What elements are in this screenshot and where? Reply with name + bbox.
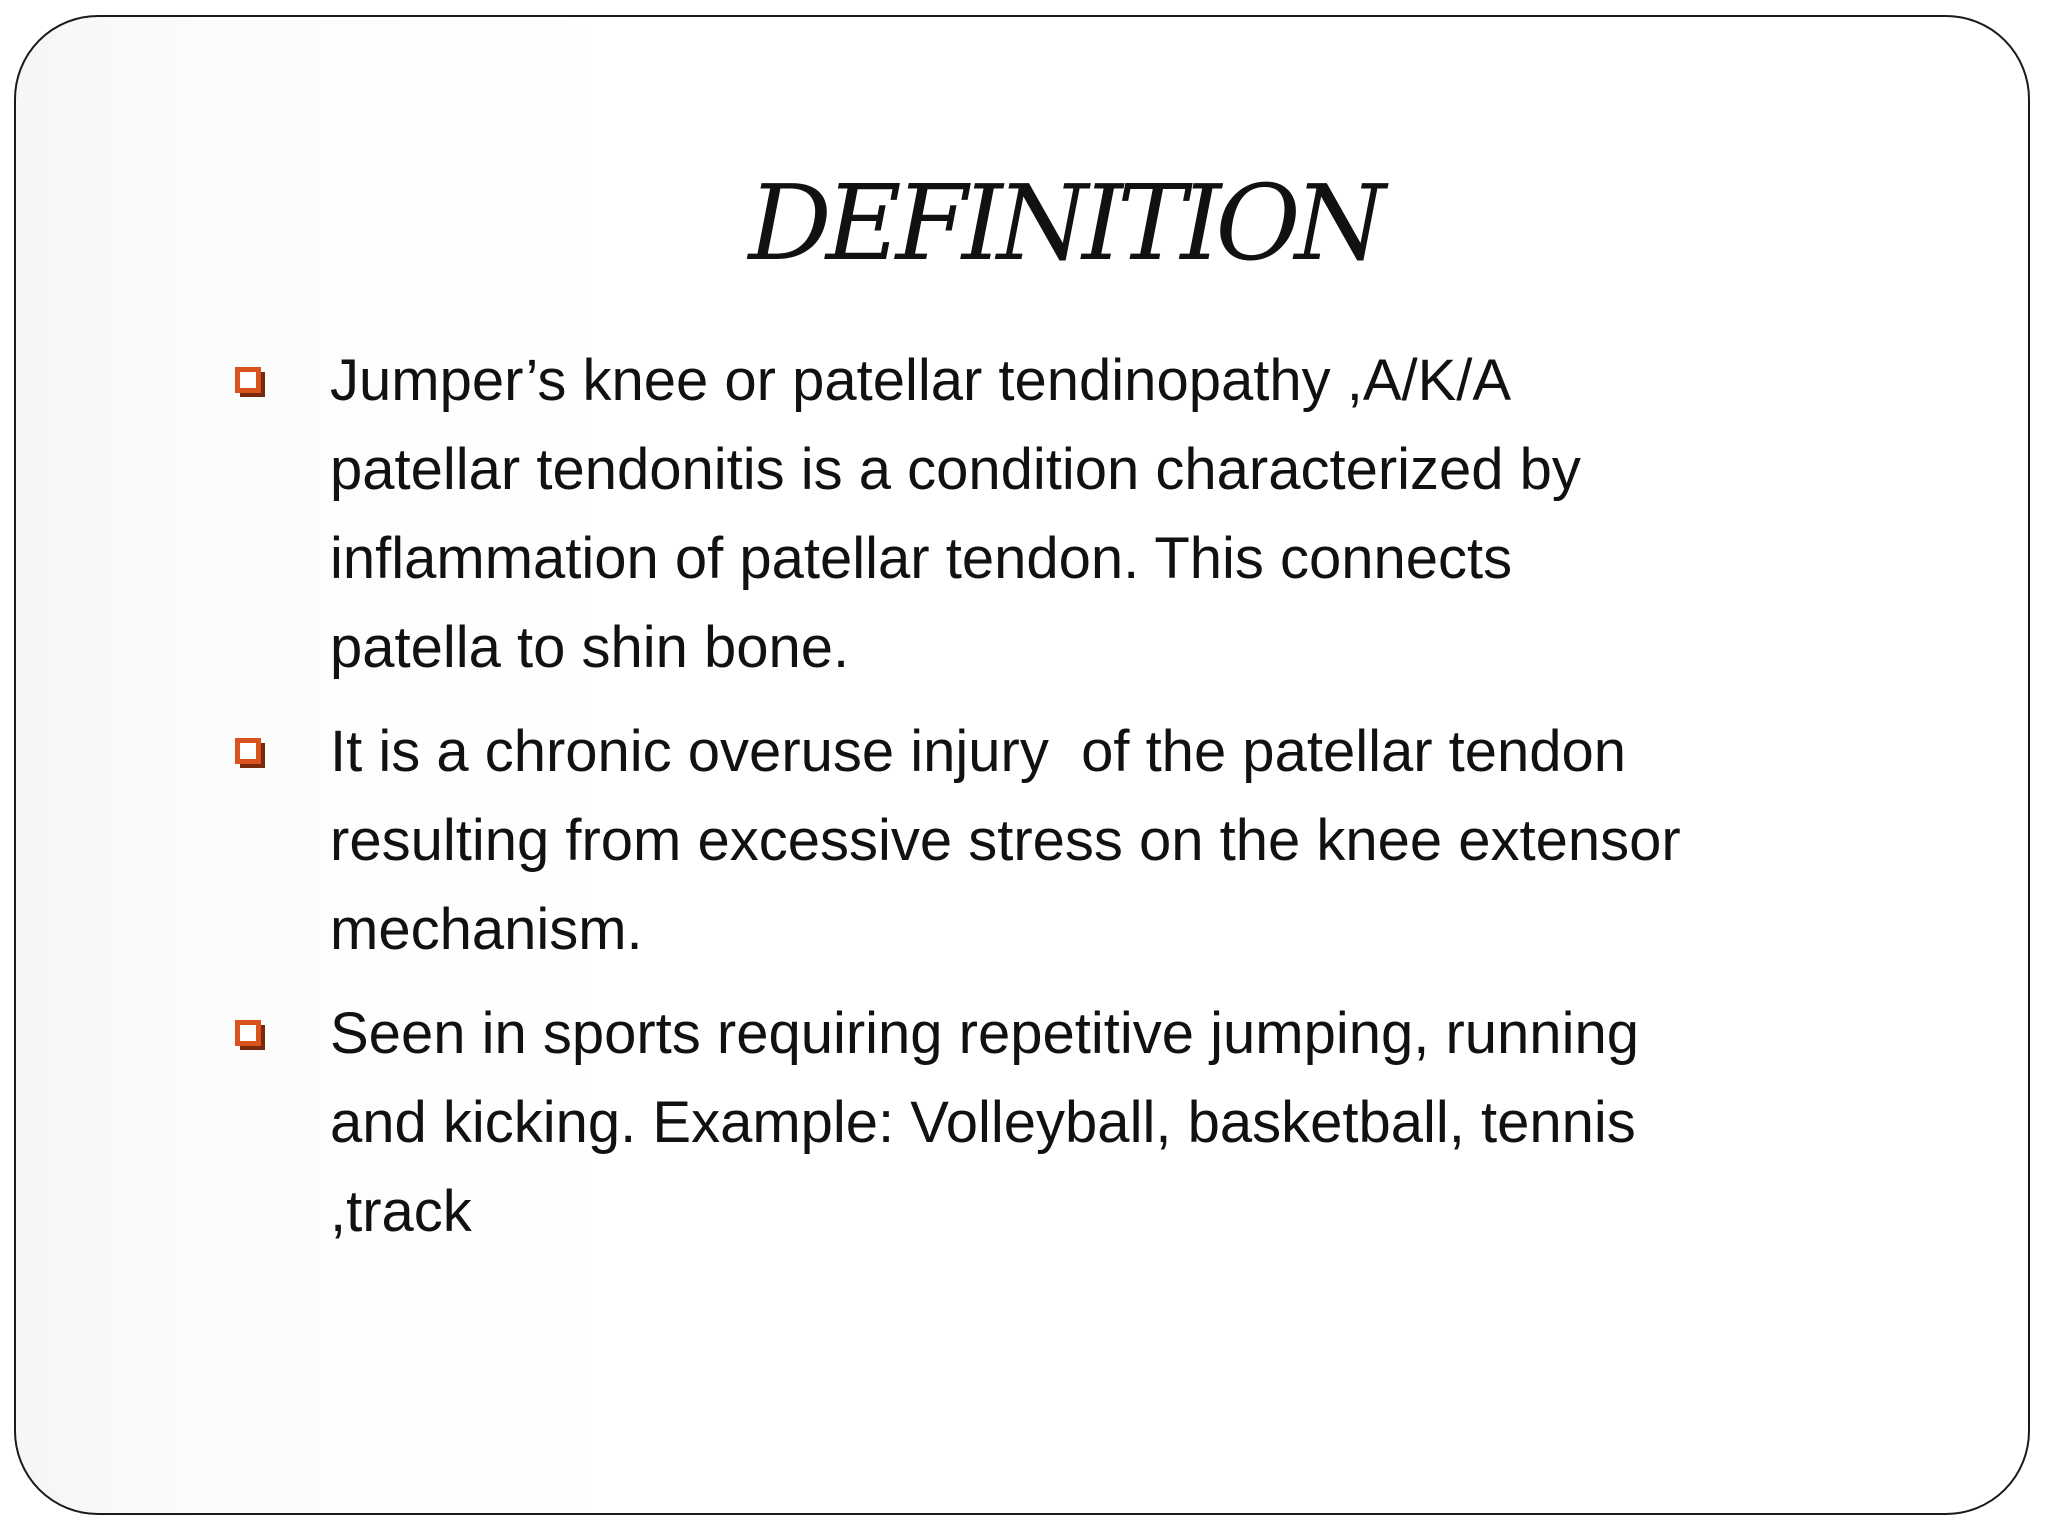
bullet-line: resulting from excessive stress on the knee extensor xyxy=(330,808,1681,873)
bullet-item-2 xyxy=(228,707,1918,974)
bullet-line: mechanism. xyxy=(330,897,643,962)
bullet-line: ,track xyxy=(330,1179,472,1244)
bullet-line: patellar tendonitis is a condition characterized by xyxy=(330,437,1581,502)
bullet-line: It is a chronic overuse injury of the patellar tendon xyxy=(330,719,1627,784)
bullet-line: patella to shin bone. xyxy=(330,615,850,680)
bullet-line: Seen in sports requiring repetitive jumping, running xyxy=(330,1001,1639,1066)
bullet-list xyxy=(228,336,1918,1271)
hollow-square-checkbox-icon xyxy=(233,736,267,770)
bullet-item-3 xyxy=(228,989,1918,1256)
bullet-line: Jumper’s knee or patellar tendinopathy ,A/K/A xyxy=(330,348,1512,413)
bullet-item-1 xyxy=(228,336,1918,692)
hollow-square-checkbox-icon xyxy=(233,1018,267,1052)
slide-title: DEFINITION xyxy=(748,162,1380,284)
bullet-line: inflammation of patellar tendon. This connects xyxy=(330,526,1513,591)
hollow-square-checkbox-icon xyxy=(233,365,267,399)
bullet-line: and kicking. Example: Volleyball, basketball, tennis xyxy=(330,1090,1636,1155)
